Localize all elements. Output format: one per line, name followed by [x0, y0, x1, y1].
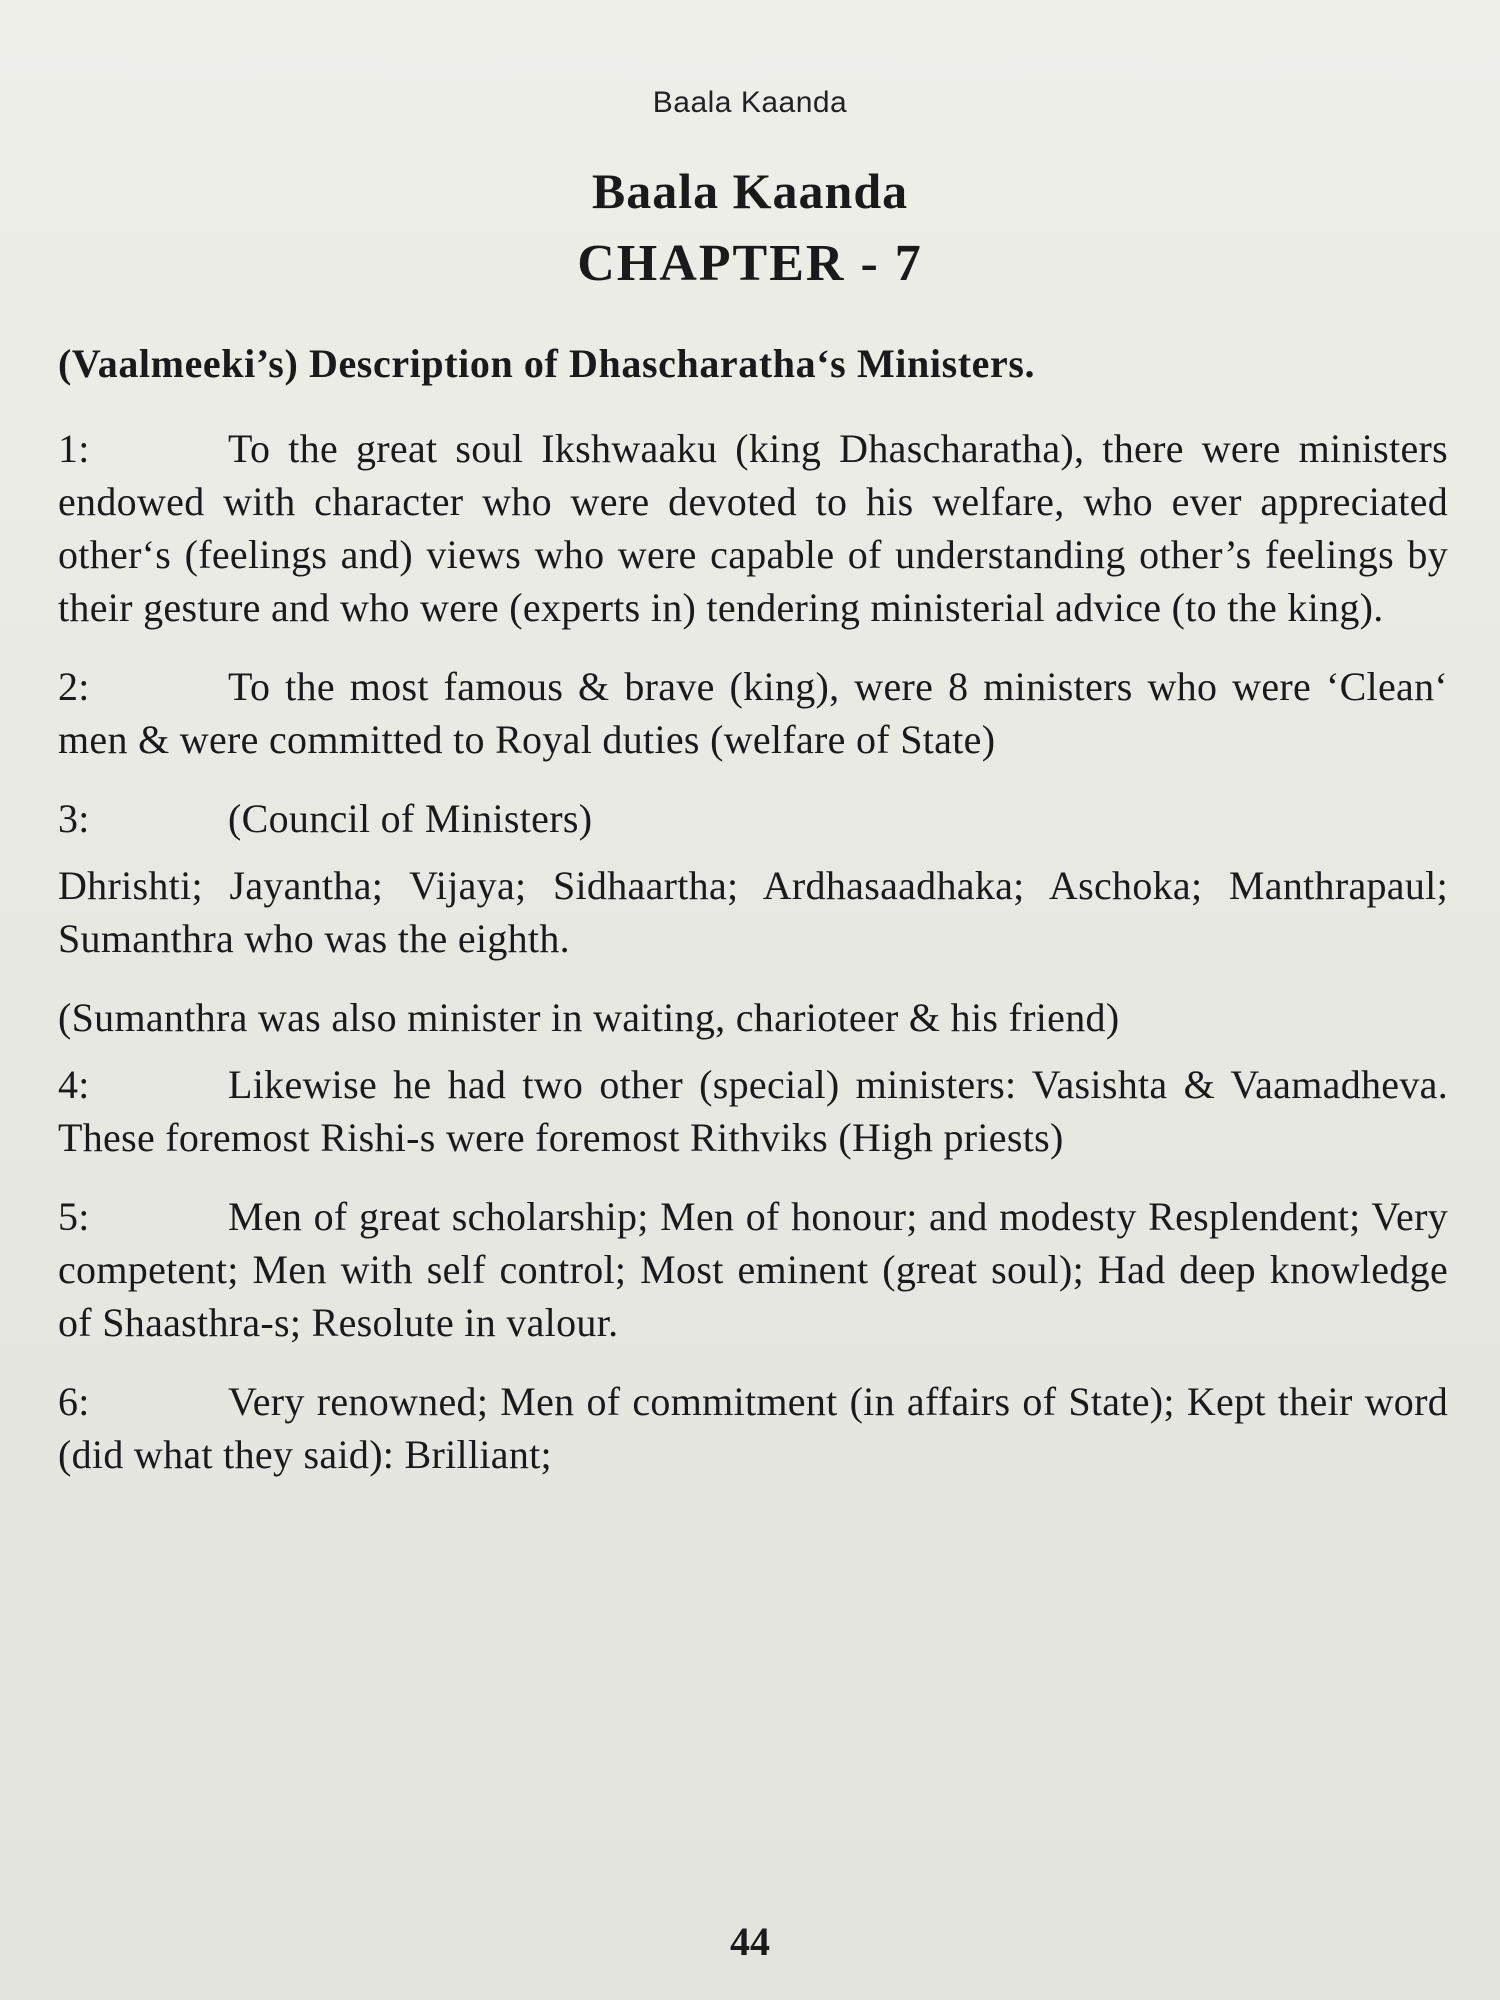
verse-number: 6:: [58, 1379, 90, 1424]
sumanthra-note: [58, 991, 1448, 1044]
verse-text: Very renowned; Men of commitment (in affairs of State); Kept their word (did what they said): Brilliant;: [58, 1379, 1448, 1477]
verse-3: [58, 792, 1448, 845]
verse-number: 2:: [58, 664, 90, 709]
verse-4: [58, 1058, 1448, 1164]
verse-number: 4:: [58, 1062, 90, 1107]
verse-1: [58, 422, 1448, 634]
verse-number: 5:: [58, 1194, 90, 1239]
verse-number: 1:: [58, 426, 90, 471]
verse-text: Likewise he had two other (special) ministers: Vasishta & Vaamadheva. These foremost Rishi-s were foremost Rithviks (High priests): [58, 1062, 1448, 1160]
section-title: Baala Kaanda: [591, 163, 909, 219]
verse-text: Men of great scholarship; Men of honour; and modesty Resplendent; Very competent; Men with self control; Most eminent (great soul); Had deep knowledge of Shaasthra-s; Resolute in valour.: [58, 1194, 1448, 1345]
verse-text: Dhrishti; Jayantha; Vijaya; Sidhaartha; Ardhasaadhaka; Aschoka; Manthrapaul; Sumanthra who was the eighth.: [58, 863, 1448, 961]
chapter-heading: CHAPTER - 7: [577, 235, 923, 292]
verse-text: (Council of Ministers): [228, 796, 593, 841]
verse-5: [58, 1190, 1448, 1349]
verse-6: [58, 1375, 1448, 1481]
minister-list: [58, 859, 1448, 965]
verse-2: [58, 660, 1448, 766]
verse-body: [58, 422, 1448, 1507]
page-number: 44: [730, 1919, 770, 1964]
chapter-subtitle: (Vaalmeeki’s) Description of Dhascharatha‘s Ministers.: [58, 341, 1036, 386]
verse-text: (Sumanthra was also minister in waiting, charioteer & his friend): [58, 995, 1120, 1040]
verse-text: To the great soul Ikshwaaku (king Dhascharatha), there were ministers endowed with character who were devoted to his welfare, who ever appreciated other‘s (feelings and) views who were capable of understanding other’s feelings by their gesture and who were (experts in) tendering ministerial advice (to the king).: [58, 426, 1448, 630]
running-head: Baala Kaanda: [652, 86, 848, 119]
verse-number: 3:: [58, 796, 90, 841]
verse-text: To the most famous & brave (king), were 8 ministers who were ‘Clean‘ men & were committed to Royal duties (welfare of State): [58, 664, 1448, 762]
